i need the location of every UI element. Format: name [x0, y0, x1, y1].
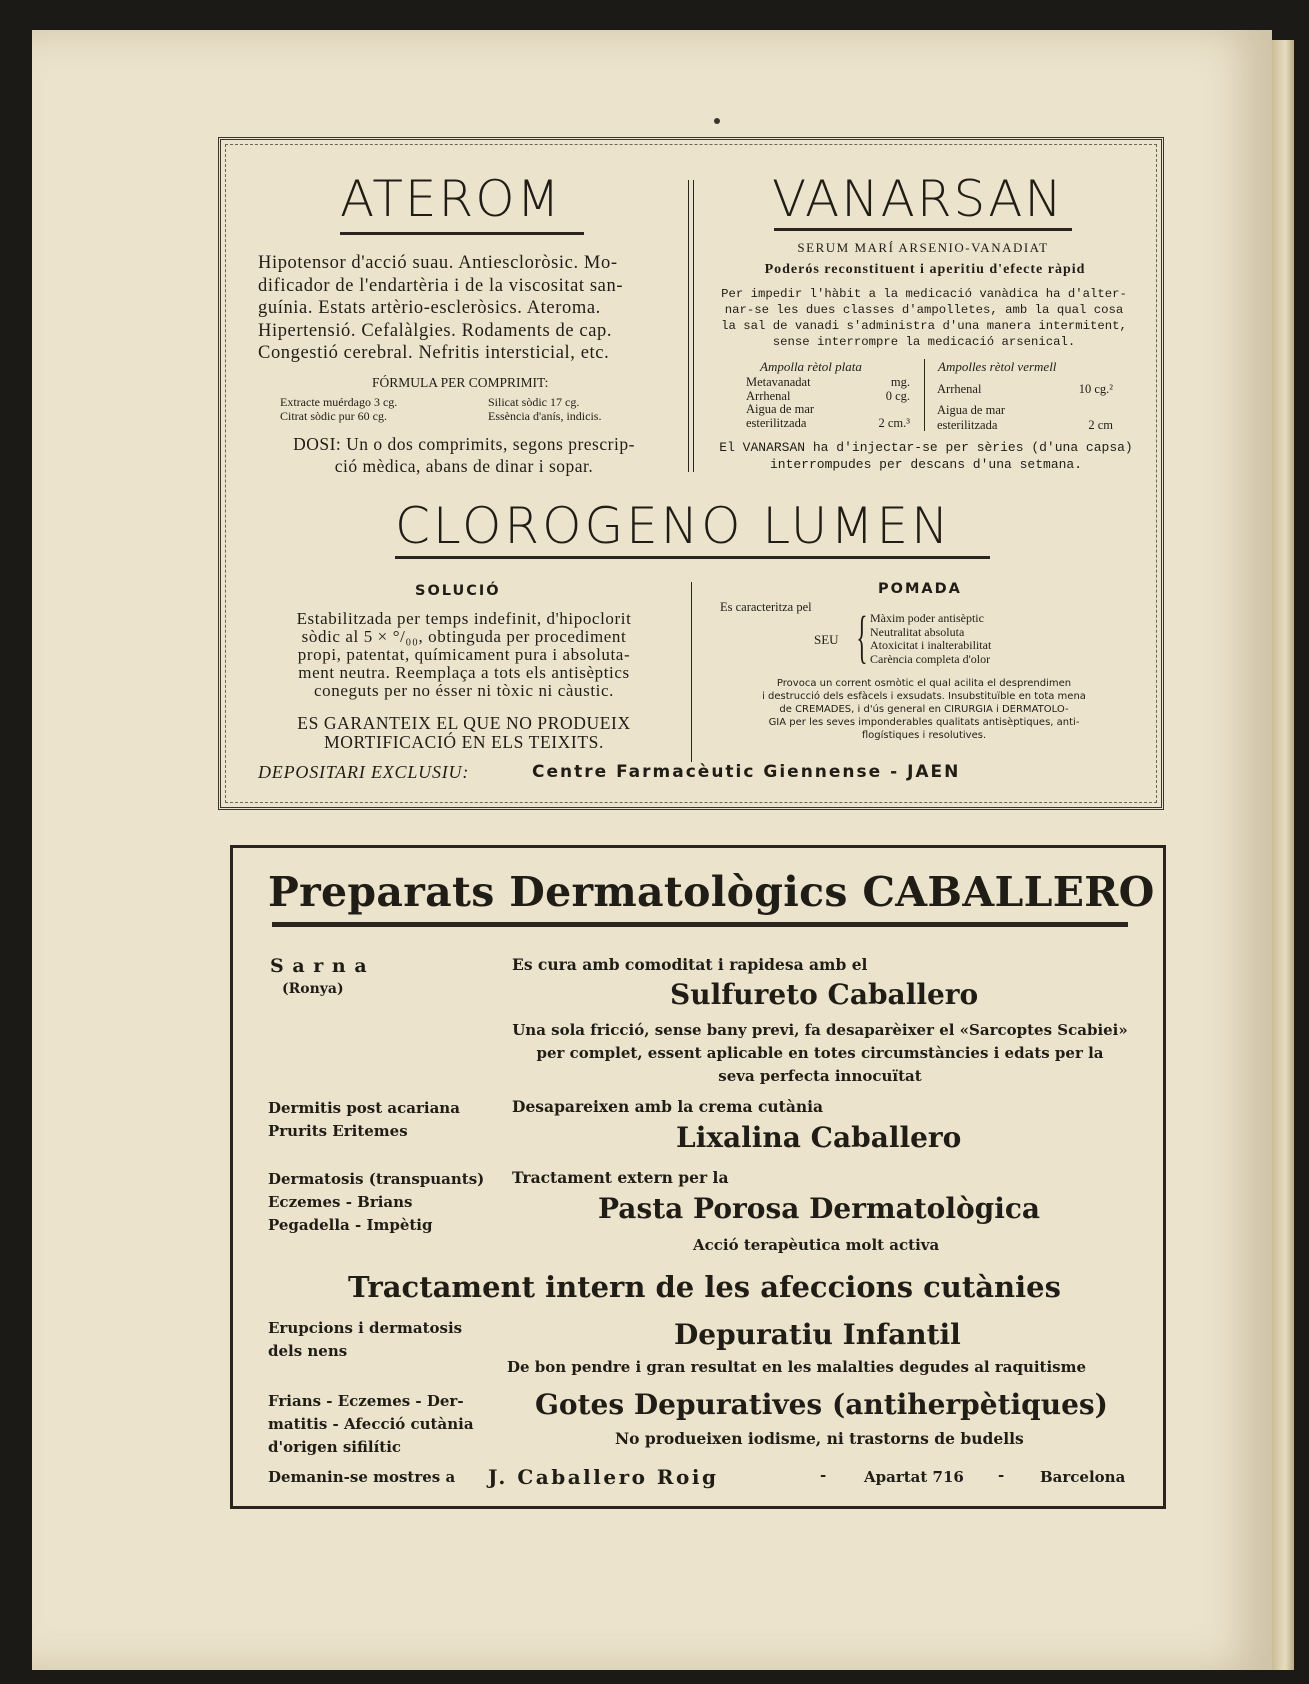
ronya-label: (Ronya): [282, 981, 344, 997]
page-dot: [714, 118, 720, 124]
column-divider: [691, 582, 696, 762]
sulfureto-intro: Es cura amb comoditat i rapidesa amb el: [512, 955, 868, 974]
red-label-table: Arrhenal 10 cg.² Aigua de mar esterilitzada 2 cm: [937, 382, 1113, 432]
formula-item: Silicat sòdic 17 cg.: [488, 395, 580, 409]
intern-heading: Tractament intern de les afeccions cutànies: [348, 1270, 1061, 1304]
page-edge: [1272, 40, 1294, 1670]
vanarsan-subtitle: SERUM MARÍ ARSENIO-VANADIAT: [797, 240, 1049, 255]
vanarsan-title: VANARSAN: [772, 170, 1064, 228]
formula-item: Citrat sòdic pur 60 cg.: [280, 409, 387, 423]
depuratiu-conditions: Erupcions i dermatosis dels nens: [268, 1319, 463, 1360]
sulfureto-description: Una sola fricció, sense bany previ, fa desaparèixer el «Sarcoptes Scabiei» per complet, essent aplicable en totes circumstàncies i edats per la seva perfecta innocuïtat: [512, 1021, 1128, 1085]
footer-separator: -: [998, 1466, 1005, 1484]
table-divider: [924, 359, 925, 431]
silver-label-table: Metavanadat mg. Arrhenal 0 cg. Aigua de mar esterilitzada 2 cm.³: [746, 375, 910, 430]
title-underline: [340, 232, 584, 235]
brace-icon: {: [856, 604, 868, 669]
gotes-conditions: Frians - Eczemes - Der- matitis - Afecció cutània d'origen sifilític: [268, 1392, 474, 1456]
gotes-product: Gotes Depuratives (antiherpètiques): [535, 1388, 1108, 1421]
silver-label-title: Ampolla rètol plata: [760, 359, 862, 374]
caracteritza-label: Es caracteritza pel: [720, 600, 812, 614]
depuratiu-description: De bon pendre i gran resultat en les malalties degudes al raquitisme: [507, 1358, 1087, 1376]
vanarsan-tagline: Poderós reconstituent i aperitiu d'efecte ràpid: [764, 262, 1086, 277]
gotes-description: No produeixen iodisme, ni trastorns de budells: [615, 1429, 1024, 1448]
sarna-label: S a r n a: [270, 955, 368, 977]
pasta-conditions: Dermatosis (transpuants) Eczemes - Brians Pegadella - Impètig: [268, 1170, 485, 1234]
clorogeno-title: CLOROGENO LUMEN: [395, 497, 952, 555]
depositari-label: DEPOSITARI EXCLUSIU:: [258, 762, 470, 782]
footer-company: J. Caballero Roig: [488, 1465, 719, 1489]
depositari-name: Centre Farmacèutic Giennense - JAEN: [532, 762, 961, 782]
red-label-title: Ampolles rètol vermell: [938, 359, 1057, 374]
vanarsan-description: Per impedir l'hàbit a la medicació vanàdica ha d'alter- nar-se les dues classes d'ampolletes, amb la qual cosa la sal de vanadi s'administra d'una manera intermitent, sense interrompre la medicació arsenical.: [721, 287, 1127, 349]
footer-apartat: Apartat 716: [864, 1468, 964, 1486]
aterom-title: ATEROM: [340, 170, 562, 228]
vanarsan-footer: El VANARSAN ha d'injectar-se per sèries (d'una capsa) interrompudes per descans d'una setmana.: [719, 440, 1133, 472]
solucio-description: Estabilitzada per temps indefinit, d'hipoclorit sòdic al 5 × °/₀₀, obtinguda per procediment propi, patentat, químicament pura i absoluta- ment neutra. Reemplaça a tots els antisèptics coneguts per no ésser ni tòxic ni càustic.: [296, 609, 632, 700]
solucio-title: SOLUCIÓ: [415, 583, 501, 599]
aterom-description: Hipotensor d'acció suau. Antiescloròsic. Mo- dificador de l'endartèria i de la viscositat san- guínia. Estats artèrio-escleròsics. Ateroma. Hipertensió. Cefalàlgies. Rodaments de cap. Congestió cerebral. Nefritis intersticial, etc.: [258, 253, 624, 363]
title-underline: [395, 556, 990, 559]
pomada-title: POMADA: [878, 581, 962, 597]
pasta-product: Pasta Porosa Dermatològica: [598, 1192, 1041, 1225]
guarantee-text: ES GARANTEIX EL QUE NO PRODUEIX MORTIFICACIÓ EN ELS TEIXITS.: [297, 713, 631, 752]
pomada-properties: Màxim poder antisèptic Neutralitat absoluta Atoxicitat i inalterabilitat Carència completa d'olor: [870, 611, 992, 666]
depuratiu-product: Depuratiu Infantil: [674, 1318, 961, 1351]
pomada-description: Provoca un corrent osmòtic el qual acilita el desprendimen i destrucció dels esfàcels i exsudats. Insubstituïble en tota mena de CREMADES, i d'ús general en CIRURGIA i DERMATOLO- GIA per les seves imponderables qualitats antisèptiques, anti- flogístiques i resolutives.: [762, 678, 1086, 741]
formula-title: FÓRMULA PER COMPRIMIT:: [372, 375, 549, 390]
title-underline: [774, 228, 1072, 231]
lixalina-product: Lixalina Caballero: [676, 1121, 962, 1154]
footer-city: Barcelona: [1040, 1468, 1126, 1486]
footer-samples: Demanin-se mostres a: [268, 1468, 456, 1486]
title-underline: [272, 922, 1128, 927]
formula-item: Essència d'anís, indicis.: [488, 409, 602, 423]
aterom-dosage: DOSI: Un o dos comprimits, segons prescrip- ció mèdica, abans de dinar i sopar.: [293, 434, 635, 476]
lixalina-conditions: Dermitis post acariana Prurits Eritemes: [268, 1099, 460, 1140]
seu-label: SEU: [814, 632, 839, 647]
caballero-title: Preparats Dermatològics CABALLERO: [268, 868, 1155, 916]
pasta-intro: Tractament extern per la: [512, 1168, 729, 1187]
formula-item: Extracte muérdago 3 cg.: [280, 395, 398, 409]
footer-separator: -: [820, 1466, 827, 1484]
pasta-description: Acció terapèutica molt activa: [693, 1236, 940, 1254]
lixalina-intro: Desapareixen amb la crema cutània: [512, 1097, 824, 1116]
column-divider: [688, 180, 694, 472]
sulfureto-product: Sulfureto Caballero: [670, 978, 979, 1011]
